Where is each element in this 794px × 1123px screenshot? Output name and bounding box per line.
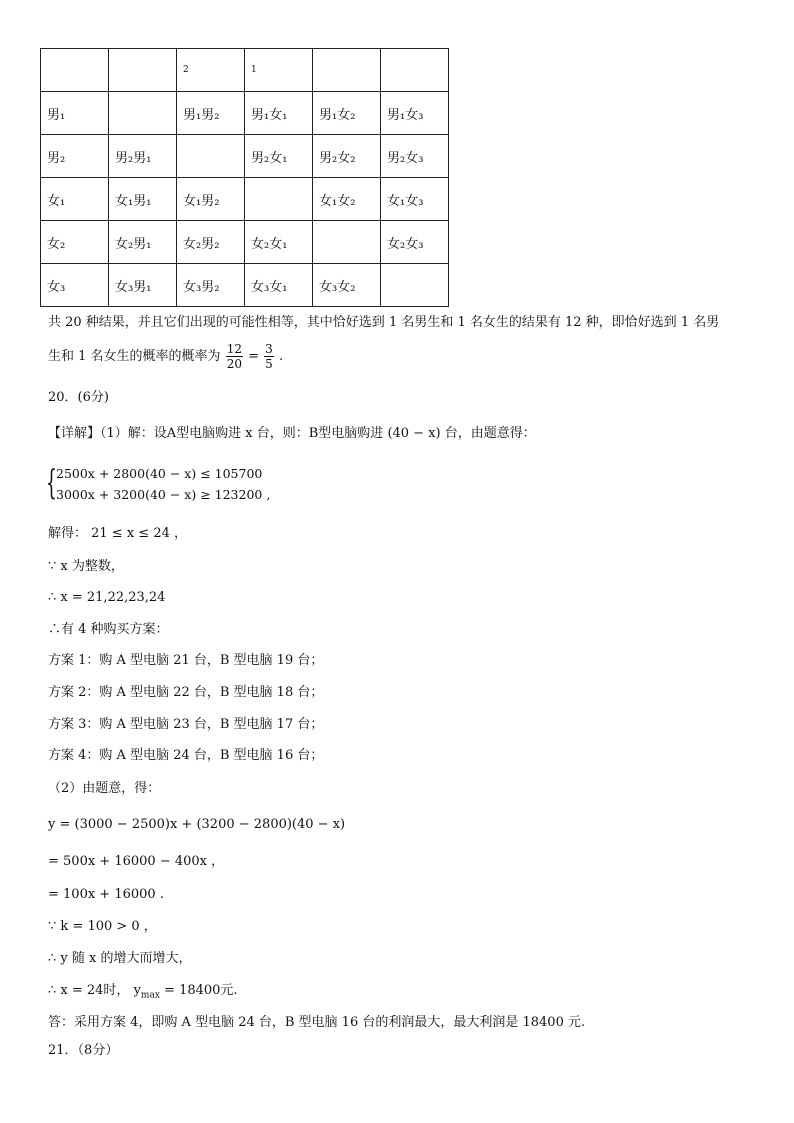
plans-count: ∴有 4 种购买方案： xyxy=(48,622,169,637)
slope-condition: ∵ k = 100 > 0 ， xyxy=(48,919,157,934)
solution-range: 解得： 21 ≤ x ≤ 24 ， xyxy=(48,526,187,541)
table-cell: 女₂女₁ xyxy=(245,221,313,264)
table-cell xyxy=(381,264,449,307)
table-cell: 男₂男₁ xyxy=(109,135,177,178)
table-cell: 男₂ xyxy=(41,135,109,178)
integer-condition: ∵ x 为整数， xyxy=(48,559,124,574)
plan-1: 方案 1：购 A 型电脑 21 台，B 型电脑 19 台； xyxy=(48,653,324,668)
equals-sign: = xyxy=(248,349,260,364)
maximum-prefix: ∴ x = 24时， y xyxy=(48,983,141,998)
table-cell: 女₁男₂ xyxy=(177,178,245,221)
table-cell xyxy=(109,92,177,135)
table-cell: 男₁女₂ xyxy=(313,92,381,135)
question-20-header: 20．(6分) xyxy=(48,390,109,405)
question-21-header: 21．（8分） xyxy=(48,1043,119,1058)
fraction-3-5 xyxy=(264,342,274,371)
result-line-2-prefix: 生和 1 名女生的概率的概率为 xyxy=(48,349,221,364)
equation-3: = 100x + 16000 . xyxy=(48,887,164,902)
table-cell: 男₂女₁ xyxy=(245,135,313,178)
table-cell: 女₃男₁ xyxy=(109,264,177,307)
plan-4: 方案 4：购 A 型电脑 24 台，B 型电脑 16 台； xyxy=(48,748,324,763)
table-row xyxy=(41,178,449,221)
table-cell xyxy=(381,49,449,92)
table-cell: 1 xyxy=(245,49,313,92)
table-cell: 男₂女₃ xyxy=(381,135,449,178)
table-row xyxy=(41,264,449,307)
table-cell xyxy=(109,49,177,92)
table-cell: 女₁男₁ xyxy=(109,178,177,221)
table-cell: 女₁女₂ xyxy=(313,178,381,221)
increasing-statement: ∴ y 随 x 的增大而增大， xyxy=(48,951,192,966)
fraction-denominator: 5 xyxy=(265,357,273,371)
fraction-denominator: 20 xyxy=(226,357,242,371)
detail-line: 【详解】（1）解：设A型电脑购进 x 台，则：B型电脑购进 (40 − x) 台，由题意得： xyxy=(48,426,536,441)
maximum-line xyxy=(48,982,238,1005)
table-cell: 男₁女₃ xyxy=(381,92,449,135)
answer-line: 答：采用方案 4，即购 A 型电脑 24 台，B 型电脑 16 台的利润最大，最大利润是 18400 元. xyxy=(48,1015,586,1030)
table-cell xyxy=(41,49,109,92)
fraction-numerator: 12 xyxy=(226,342,242,356)
table-cell xyxy=(313,221,381,264)
table-cell: 男₁女₁ xyxy=(245,92,313,135)
table-row xyxy=(41,221,449,264)
inequality-1: 2500x + 2800(40 − x) ≤ 105700 xyxy=(56,466,263,481)
inequality-2: 3000x + 3200(40 − x) ≥ 123200 , xyxy=(56,487,271,502)
table-cell: 女₂女₃ xyxy=(381,221,449,264)
table-cell xyxy=(313,49,381,92)
fraction-numerator: 3 xyxy=(265,342,273,356)
maximum-subscript: max xyxy=(140,990,160,1001)
outcome-table xyxy=(40,48,449,307)
table-cell: 男₁ xyxy=(41,92,109,135)
table-row xyxy=(41,49,449,92)
table-cell: 女₂ xyxy=(41,221,109,264)
part-2-header: （2）由题意，得： xyxy=(48,781,161,796)
table-cell: 女₂男₁ xyxy=(109,221,177,264)
table-cell: 男₁男₂ xyxy=(177,92,245,135)
table-cell: 男₂女₂ xyxy=(313,135,381,178)
fraction-12-20 xyxy=(226,342,243,371)
x-values: ∴ x = 21,22,23,24 xyxy=(48,590,166,605)
table-cell xyxy=(245,178,313,221)
system-brace: { xyxy=(46,463,57,503)
plan-2: 方案 2：购 A 型电脑 22 台，B 型电脑 18 台； xyxy=(48,685,324,700)
table-cell: 女₁女₃ xyxy=(381,178,449,221)
table-cell: 女₁ xyxy=(41,178,109,221)
plan-3: 方案 3：购 A 型电脑 23 台，B 型电脑 17 台； xyxy=(48,717,324,732)
table-row xyxy=(41,135,449,178)
table-cell: 女₃女₂ xyxy=(313,264,381,307)
result-line-2 xyxy=(48,342,283,371)
table-cell: 2 xyxy=(177,49,245,92)
table-cell: 女₃ xyxy=(41,264,109,307)
table-cell: 女₃男₂ xyxy=(177,264,245,307)
maximum-suffix: = 18400元. xyxy=(159,983,238,998)
table-row xyxy=(41,92,449,135)
table-cell: 女₂男₂ xyxy=(177,221,245,264)
table-cell xyxy=(177,135,245,178)
equation-2: = 500x + 16000 − 400x ， xyxy=(48,854,225,869)
result-line-2-suffix: . xyxy=(278,349,284,364)
equation-1: y = (3000 − 2500)x + (3200 − 2800)(40 − x) xyxy=(48,817,346,832)
table-cell: 女₃女₁ xyxy=(245,264,313,307)
result-line-1: 共 20 种结果，并且它们出现的可能性相等，其中恰好选到 1 名男生和 1 名女生的结果有 12 种，即恰好选到 1 名男 xyxy=(48,315,720,330)
